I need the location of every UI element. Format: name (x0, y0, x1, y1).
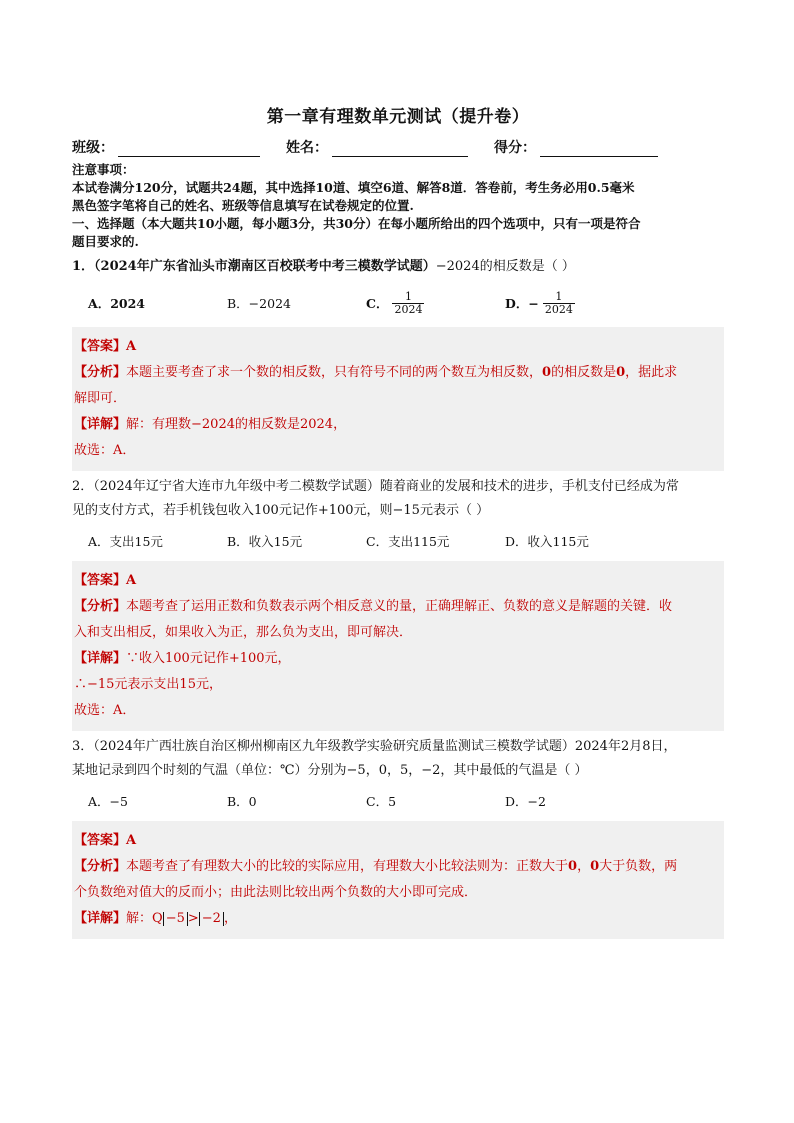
detail-text: 解：Q (126, 911, 163, 926)
answer-value: A (126, 573, 137, 588)
detail-text: ， (223, 911, 237, 926)
detail-tag: 【详解】 (74, 417, 127, 432)
detail-tag: 【详解】 (74, 911, 127, 926)
question-1-stem (72, 257, 724, 277)
option-d-label: D．− (505, 296, 539, 311)
choose-line: 故选：A． (74, 703, 136, 718)
option-c: C．5 (366, 794, 397, 809)
analysis-tag: 【分析】 (74, 365, 127, 380)
class-blank (118, 142, 260, 157)
analysis-text: 本题考查了有理数大小的比较的实际应用，有理数大小比较法则为：正数大于 (126, 859, 569, 874)
question-2-stem-1: 2．（2024年辽宁省大连市九年级中考二模数学试题）随着商业的发展和技术的进步，手机支付已经成为常 (72, 479, 679, 494)
answer-tag: 【答案】 (74, 833, 127, 848)
detail-text: 解：有理数−2024的相反数是2024， (126, 417, 347, 432)
denominator: 2024 (394, 302, 423, 316)
detail-line (74, 415, 722, 435)
answer-value: A (126, 339, 137, 354)
option-d: D．收入115元 (505, 534, 589, 549)
analysis-text: 本题考查了运用正数和负数表示两个相反意义的量，正确理解正、负数的意义是解题的关键．收 (126, 599, 673, 614)
answer-line (74, 571, 722, 591)
option-b: B．−2024 (227, 296, 291, 311)
name-blank (332, 142, 468, 157)
answer-tag: 【答案】 (74, 339, 127, 354)
document-page (72, 100, 724, 939)
question-3-stem-2: 某地记录到四个时刻的气温（单位：℃）分别为−5，0，5，−2，其中最低的气温是（ ） (72, 763, 588, 778)
analysis-text: 的相反数是 (551, 365, 617, 380)
answer-value: A (126, 833, 137, 848)
absolute-value: −5 (163, 912, 188, 926)
analysis-text: 本题主要考查了求一个数的相反数，只有符号不同的两个数互为相反数， (126, 365, 543, 380)
analysis-num: 0 (542, 365, 552, 380)
answer-line (74, 831, 722, 851)
option-c-label: C． (366, 296, 389, 311)
student-info-row (72, 135, 724, 157)
notice-text-2: 黑色签字笔将自己的姓名、班级等信息填写在试卷规定的位置. (72, 198, 414, 213)
question-2-solution (72, 561, 724, 731)
option-a: A．2024 (88, 296, 145, 311)
fraction (392, 291, 424, 316)
choose-line: 故选：A． (74, 443, 136, 458)
analysis-tag: 【分析】 (74, 599, 127, 614)
detail-tag: 【详解】 (74, 651, 127, 666)
numerator: 1 (555, 289, 563, 303)
question-1-text: −2024的相反数是（ ） (435, 259, 575, 274)
analysis-line-2: 个负数绝对值大的反而小；由此法则比较出两个负数的大小即可完成． (74, 885, 478, 900)
numerator: 1 (404, 289, 412, 303)
question-2-options (88, 527, 724, 555)
detail-line-1 (74, 649, 722, 669)
score-blank (540, 142, 658, 157)
score-label: 得分： (494, 140, 536, 156)
section-heading (72, 215, 724, 233)
option-c: C．支出115元 (366, 534, 450, 549)
page-title: 第一章有理数单元测试（提升卷） (266, 107, 530, 127)
option-d (505, 291, 644, 316)
answer-line (74, 337, 722, 357)
analysis-tag: 【分析】 (74, 859, 127, 874)
answer-tag: 【答案】 (74, 573, 127, 588)
name-label: 姓名： (286, 140, 328, 156)
analysis-line-2: 解即可． (74, 391, 127, 406)
analysis-text: ，据此求 (625, 365, 678, 380)
analysis-text: 大于负数，两 (599, 859, 678, 874)
question-3-solution (72, 821, 724, 939)
section-heading-2: 题目要求的. (72, 234, 139, 249)
greater-than: > (187, 911, 199, 926)
option-a: A．−5 (88, 794, 128, 809)
option-b: B．收入15元 (227, 534, 303, 549)
option-a: A．支出15元 (88, 534, 163, 549)
question-1-source: 1．（2024年广东省汕头市潮南区百校联考中考三模数学试题） (72, 259, 436, 274)
question-2-stem-2: 见的支付方式，若手机钱包收入100元记作+100元，则−15元表示（ ） (72, 503, 490, 518)
option-b: B．0 (227, 794, 257, 809)
detail-text: ∵收入100元记作+100元， (126, 651, 291, 666)
class-label: 班级： (72, 140, 114, 156)
option-c (366, 291, 505, 316)
analysis-line-1 (74, 363, 722, 383)
option-d: D．−2 (505, 794, 546, 809)
absolute-value: −2 (199, 912, 224, 926)
question-3-stem-1: 3．（2024年广西壮族自治区柳州柳南区九年级教学实验研究质量监测试三模数学试题）2024年2月8日， (72, 739, 677, 754)
analysis-num: 0 (616, 365, 626, 380)
analysis-line-1 (74, 857, 722, 877)
analysis-line-1 (74, 597, 722, 617)
analysis-text: ， (577, 859, 591, 874)
fraction (543, 291, 575, 316)
question-3-options (88, 787, 724, 815)
detail-line (74, 909, 722, 929)
analysis-num: 0 (568, 859, 578, 874)
notice-text-1: 本试卷满分120分，试题共24题，其中选择10道、填空6道、解答8道．答卷前，考生务必用0.5毫米 (72, 180, 635, 195)
question-1-solution (72, 327, 724, 471)
section-desc: （本大题共10小题，每小题3分，共30分）在每小题所给出的四个选项中，只有一项是符合 (134, 216, 641, 231)
question-1-options (88, 289, 724, 317)
section-title: 一、选择题 (72, 216, 135, 231)
detail-line-2: ∴−15元表示支出15元， (74, 677, 222, 692)
analysis-num: 0 (590, 859, 600, 874)
analysis-line-2: 入和支出相反，如果收入为正，那么负为支出，即可解决． (74, 625, 413, 640)
denominator: 2024 (544, 302, 573, 316)
notice-heading: 注意事项： (72, 162, 135, 177)
